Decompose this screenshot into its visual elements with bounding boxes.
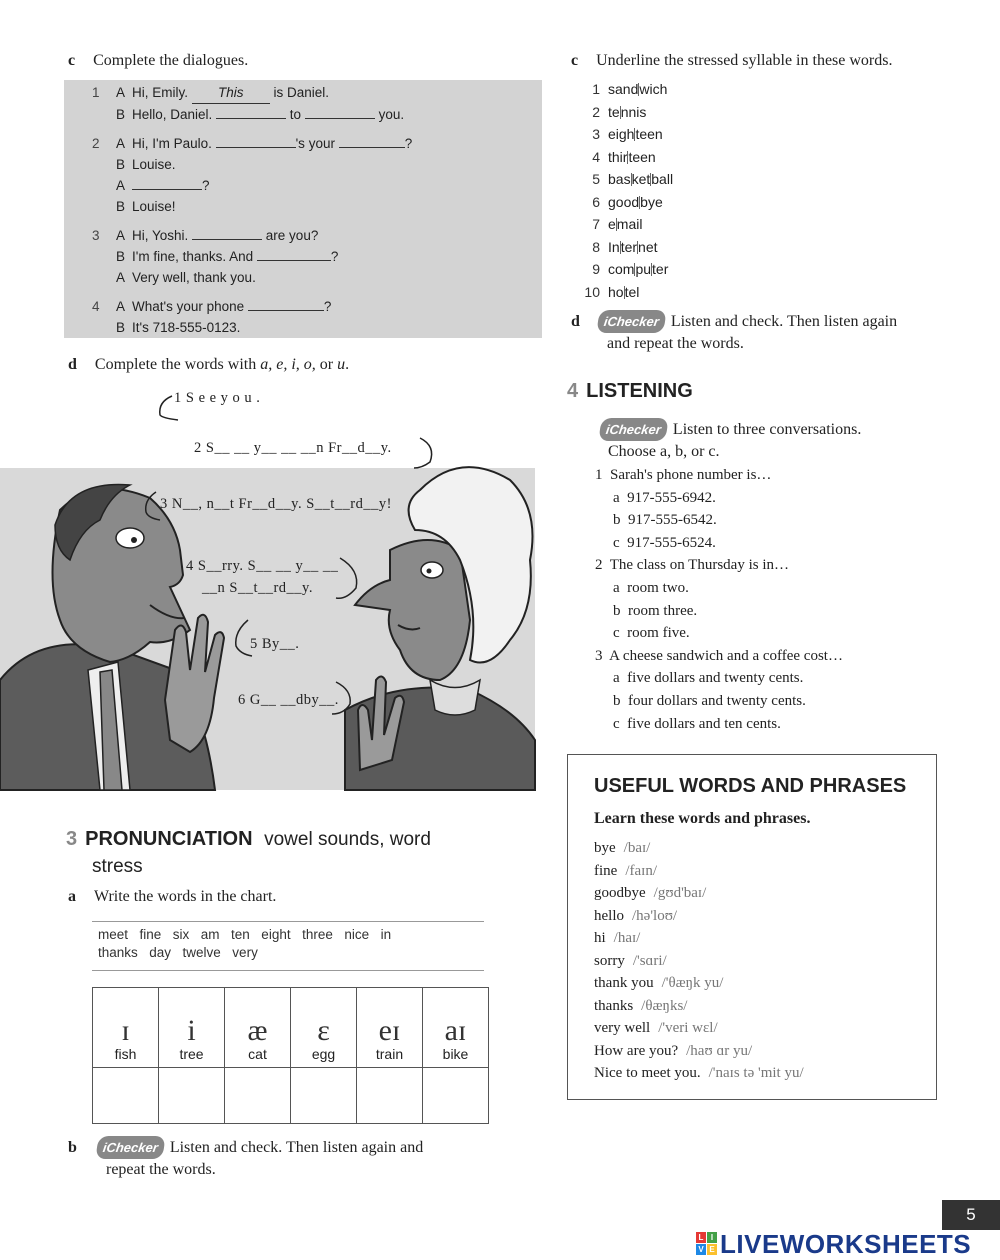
useful-item — [594, 950, 804, 973]
speaker-label: B — [116, 249, 126, 264]
chart-label: tree — [179, 1046, 204, 1062]
dialogue-block — [92, 225, 532, 288]
syllable[interactable]: ho — [608, 283, 624, 300]
syllable[interactable]: net — [638, 238, 658, 255]
stress-word — [580, 146, 780, 169]
useful-word: Nice to meet you. — [594, 1065, 701, 1081]
stress-word — [580, 168, 780, 191]
useful-word: How are you? — [594, 1042, 679, 1059]
useful-word: sorry — [594, 952, 625, 969]
syllable[interactable]: thir — [608, 148, 628, 165]
logo-letter: I — [707, 1232, 717, 1243]
dialogue-text: you. — [374, 107, 405, 122]
listening-text-2: Choose a, b, or c. — [608, 443, 720, 460]
instr-letters: a, e, i, o, — [260, 356, 316, 373]
word-number: 9 — [592, 261, 600, 277]
question-option[interactable]: c 917-555-6524. — [613, 534, 716, 551]
dialogue-text: Louise. — [132, 157, 176, 172]
listening-questions — [595, 464, 985, 735]
dialogue-line — [92, 296, 532, 317]
dialogue-block — [92, 82, 532, 125]
syllable[interactable]: mail — [616, 216, 643, 232]
dialogue-block — [92, 296, 532, 338]
bubble-4: 4 S__rry. S__ __ y__ __ — [186, 558, 339, 574]
chart-header-cat — [225, 988, 291, 1068]
question-option[interactable]: a room two. — [613, 579, 689, 596]
question-stem: 1 Sarah's phone number is… — [595, 467, 772, 483]
stress-word — [580, 123, 780, 146]
word-number: 4 — [592, 148, 600, 165]
useful-word: very well — [594, 1020, 651, 1036]
d-text-1: Listen and check. Then listen again — [670, 313, 898, 330]
dialogue-text: ? — [202, 178, 210, 193]
section-letter: b — [68, 1139, 77, 1156]
dialogue-line — [92, 246, 532, 267]
phoneme-symbol: i — [187, 1014, 196, 1047]
woman-eye — [421, 562, 443, 578]
dialogue-line — [92, 154, 532, 175]
question-option[interactable]: b 917-555-6542. — [613, 512, 717, 529]
chart-answer-row — [93, 1068, 489, 1124]
stress-word — [580, 101, 780, 124]
dialogue-line — [92, 196, 532, 217]
syllable[interactable]: tel — [624, 283, 640, 300]
stress-word-list — [580, 78, 780, 303]
useful-item — [594, 1017, 804, 1040]
section-letter: a — [68, 888, 76, 905]
answer-blank[interactable] — [216, 118, 286, 119]
useful-item — [594, 860, 804, 883]
speaker-label: A — [116, 136, 126, 151]
useful-phonetic: /'θæŋk yu/ — [661, 975, 724, 991]
syllable[interactable]: teen — [628, 148, 656, 165]
answer-blank[interactable]: This — [192, 82, 270, 104]
bubble-5: 5 By__. — [250, 636, 300, 652]
syllable[interactable]: ter — [620, 238, 638, 255]
heading-subtitle: vowel sounds, word — [264, 829, 431, 850]
chart-cell-egg[interactable] — [291, 1068, 357, 1124]
word-number: 5 — [592, 171, 600, 187]
dialogue-text: What's your phone — [132, 299, 248, 314]
woman-pupil — [427, 569, 432, 574]
question-option[interactable]: c room five. — [613, 625, 690, 642]
dialogue-text: Hello, Daniel. — [132, 107, 217, 122]
vowel-chart — [92, 987, 489, 1124]
phoneme-symbol: aɪ — [444, 1014, 467, 1047]
liveworksheets-logo — [696, 1230, 996, 1258]
right-d-section — [571, 310, 991, 354]
syllable[interactable]: pu — [635, 261, 652, 277]
question-option[interactable]: c five dollars and ten cents. — [613, 715, 781, 732]
dialogue-text: Louise! — [132, 199, 176, 214]
syllable[interactable]: teen — [635, 126, 663, 142]
ichecker-badge[interactable]: iChecker — [95, 1136, 165, 1159]
ichecker-badge[interactable]: iChecker — [598, 418, 668, 441]
dialogue-text: ? — [323, 299, 332, 314]
section-instruction: Write the words in the chart. — [94, 888, 277, 905]
instr-or: or — [315, 356, 338, 373]
syllable[interactable]: ket — [631, 171, 651, 187]
bubble-6: 6 G__ __dby__. — [238, 692, 339, 708]
question-option[interactable]: a 917-555-6942. — [613, 489, 716, 506]
ichecker-badge[interactable]: iChecker — [596, 310, 666, 333]
useful-item — [594, 882, 804, 905]
pronunciation-heading — [66, 826, 506, 880]
stress-word — [580, 191, 780, 214]
useful-item — [594, 837, 804, 860]
useful-word: goodbye — [594, 885, 646, 901]
dialogue-text: Hi, Emily. — [132, 85, 192, 100]
speaker-label: B — [116, 199, 126, 214]
dialogue-line — [92, 225, 532, 246]
phoneme-symbol: æ — [247, 1014, 268, 1047]
dialogue-text: Very well, thank you. — [132, 270, 256, 285]
question-stem: 3 A cheese sandwich and a coffee cost… — [595, 647, 843, 664]
listening-text-1: Listen to three conversations. — [672, 421, 862, 438]
pron-b-section — [68, 1136, 508, 1180]
dialogue-line — [92, 133, 532, 154]
word-number: 8 — [592, 238, 600, 255]
dialogue-number: 1 — [92, 85, 100, 100]
useful-phonetic: /faɪn/ — [625, 862, 657, 879]
syllable[interactable]: sand — [608, 81, 639, 97]
speaker-label: B — [116, 107, 126, 122]
useful-list — [594, 837, 804, 1085]
dialogue-number: 4 — [92, 299, 100, 314]
heading-title: PRONUNCIATION — [85, 828, 253, 850]
answer-blank[interactable] — [257, 260, 331, 261]
speaker-label: A — [116, 178, 126, 193]
syllable[interactable]: bas — [608, 171, 631, 187]
chart-label: train — [375, 1046, 404, 1062]
useful-phonetic: /'sɑri/ — [632, 952, 667, 969]
syllable[interactable]: eigh — [608, 126, 635, 142]
answer-blank[interactable] — [339, 147, 405, 148]
dialogue-text: ? — [330, 249, 339, 264]
stress-word — [580, 213, 780, 236]
word-box — [92, 921, 484, 971]
heading-subtitle-2: stress — [92, 856, 143, 877]
dialogue-text: are you? — [262, 228, 319, 243]
syllable[interactable]: ball — [651, 171, 674, 187]
word-box-line-1: meet fine six am ten eight three nice in — [98, 927, 392, 942]
chart-header-row — [93, 988, 489, 1068]
phoneme-symbol: eɪ — [378, 1014, 401, 1047]
dialogues-list — [92, 82, 532, 338]
chart-header-tree — [159, 988, 225, 1068]
useful-word: fine — [594, 862, 618, 879]
answer-blank[interactable] — [132, 189, 202, 190]
bubble-2: 2 S__ __ y__ __ __n Fr__d__y. — [194, 440, 392, 456]
word-number: 3 — [592, 126, 600, 142]
phoneme-symbol: ɛ — [317, 1014, 330, 1047]
useful-phonetic: /baɪ/ — [623, 840, 651, 856]
b-text-1: Listen and check. Then listen again and — [169, 1139, 424, 1156]
heading-number: 4 — [567, 380, 579, 402]
useful-phonetic: /θæŋks/ — [641, 997, 688, 1014]
speaker-label: A — [116, 85, 126, 100]
useful-item — [594, 1040, 804, 1063]
useful-item — [594, 1062, 804, 1085]
dialogue-line — [92, 82, 532, 104]
logo-letter: L — [696, 1232, 706, 1243]
useful-phonetic: /haʊ ɑr yu/ — [686, 1042, 753, 1059]
bubble-tail-2 — [414, 438, 432, 468]
section-letter: c — [571, 52, 579, 69]
syllable[interactable]: e — [608, 216, 616, 232]
phoneme-symbol: ɪ — [121, 1014, 130, 1047]
question-stem: 2 The class on Thursday is in… — [595, 557, 790, 574]
chart-cell-bike[interactable] — [423, 1068, 489, 1124]
dialogue-text: Hi, I'm Paulo. — [132, 136, 216, 151]
useful-phonetic: /'veri wɛl/ — [658, 1020, 718, 1036]
section-letter: c — [68, 52, 76, 69]
listening-instructions — [600, 418, 990, 462]
useful-word: bye — [594, 840, 616, 856]
useful-item — [594, 995, 804, 1018]
syllable[interactable]: nnis — [620, 103, 647, 120]
section-instruction — [95, 356, 349, 373]
useful-item — [594, 927, 804, 950]
listening-heading — [567, 380, 693, 403]
useful-item — [594, 905, 804, 928]
dialogue-number: 3 — [92, 228, 100, 243]
useful-words-box — [567, 754, 937, 1100]
dialogue-line — [92, 267, 532, 288]
chart-cell-fish[interactable] — [93, 1068, 159, 1124]
useful-item — [594, 972, 804, 995]
syllable[interactable]: good — [608, 193, 640, 210]
chart-header-bike — [423, 988, 489, 1068]
man-eye — [116, 528, 144, 548]
word-number: 6 — [592, 193, 600, 210]
instr-text: Complete the words with — [94, 356, 261, 373]
man-pupil — [131, 537, 137, 543]
chart-header-egg — [291, 988, 357, 1068]
d-text-2: and repeat the words. — [607, 335, 744, 352]
brand-name: LIVEWORKSHEETS — [720, 1229, 972, 1259]
logo-letter: E — [707, 1244, 717, 1255]
speaker-label: B — [116, 320, 126, 335]
chart-header-fish — [93, 988, 159, 1068]
chart-label: bike — [442, 1046, 469, 1062]
useful-subtitle: Learn these words and phrases. — [594, 810, 811, 827]
section-letter: d — [571, 313, 580, 330]
answer-blank[interactable] — [248, 310, 324, 311]
pron-a-section — [68, 888, 276, 906]
dialogue-text: 's your — [295, 136, 339, 151]
question-option[interactable]: b four dollars and twenty cents. — [613, 692, 806, 709]
speaker-label: A — [116, 299, 126, 314]
useful-word: hi — [594, 930, 606, 946]
dialogue-text: ? — [404, 136, 413, 151]
page-number: 5 — [942, 1200, 1000, 1230]
answer-blank[interactable] — [305, 118, 375, 119]
useful-title: USEFUL WORDS AND PHRASES — [594, 775, 907, 797]
dialogue-text: is Daniel. — [269, 85, 330, 100]
question-option[interactable]: a five dollars and twenty cents. — [613, 670, 804, 687]
useful-word: thank you — [594, 975, 654, 991]
dialogue-line — [92, 104, 532, 125]
stress-word — [580, 281, 780, 304]
syllable[interactable]: ter — [652, 261, 669, 277]
left-c-section — [68, 52, 548, 70]
syllable[interactable]: com — [608, 261, 635, 277]
word-number: 7 — [592, 216, 600, 232]
dialogue-text: Hi, Yoshi. — [132, 228, 193, 243]
syllable[interactable]: wich — [639, 81, 668, 97]
useful-phonetic: /gʊd'baɪ/ — [653, 885, 707, 901]
section-instruction: Complete the dialogues. — [93, 52, 249, 69]
right-c-section — [571, 52, 991, 70]
left-d-section — [68, 356, 548, 374]
bubble-1: 1 S e e y o u . — [174, 390, 261, 406]
chart-label: egg — [311, 1046, 336, 1062]
word-number: 1 — [592, 81, 600, 97]
dialogue-text: to — [286, 107, 305, 122]
word-number: 2 — [592, 103, 600, 120]
logo-letter: V — [696, 1244, 706, 1255]
instr-end: . — [345, 356, 350, 373]
useful-phonetic: /'naɪs tə 'mit yu/ — [708, 1065, 804, 1081]
syllable[interactable]: te — [608, 103, 620, 120]
instr-last: u — [337, 356, 346, 373]
stress-word — [580, 236, 780, 259]
useful-phonetic: /hə'loʊ/ — [632, 907, 678, 924]
word-box-line-2: thanks day twelve very — [98, 945, 258, 960]
dialogue-text: It's 718-555-0123. — [132, 320, 241, 335]
chart-label: cat — [248, 1046, 267, 1062]
heading-title: LISTENING — [586, 380, 693, 402]
dialogue-text: I'm fine, thanks. And — [132, 249, 257, 264]
dialogue-line — [92, 175, 532, 196]
speaker-label: A — [116, 270, 126, 285]
question-option[interactable]: b room three. — [613, 602, 698, 619]
useful-word: thanks — [594, 997, 634, 1014]
chart-cell-train[interactable] — [357, 1068, 423, 1124]
chart-cell-cat[interactable] — [225, 1068, 291, 1124]
bubble-3: 3 N__, n__t Fr__d__y. S__t__rd__y! — [160, 496, 392, 512]
logo-grid-icon — [696, 1232, 716, 1254]
useful-word: hello — [594, 907, 624, 924]
chart-cell-tree[interactable] — [159, 1068, 225, 1124]
speaker-label: B — [116, 157, 126, 172]
stress-word — [580, 78, 780, 101]
word-number: 10 — [584, 283, 600, 300]
speaker-label: A — [116, 228, 126, 243]
dialogue-block — [92, 133, 532, 217]
section-instruction: Underline the stressed syllable in these words. — [596, 52, 893, 69]
dialogue-line — [92, 317, 532, 338]
heading-number: 3 — [66, 828, 78, 850]
dialogue-number: 2 — [92, 136, 100, 151]
b-text-2: repeat the words. — [106, 1161, 216, 1178]
chart-label: fish — [114, 1046, 137, 1062]
syllable[interactable]: bye — [640, 193, 663, 210]
stress-word — [580, 258, 780, 281]
answer-blank[interactable] — [192, 239, 262, 240]
useful-phonetic: /haɪ/ — [613, 930, 641, 946]
syllable[interactable]: In — [608, 238, 620, 255]
bubble-4b: __n S__t__rd__y. — [202, 580, 313, 596]
section-letter: d — [68, 356, 77, 373]
chart-header-train — [357, 988, 423, 1068]
answer-blank[interactable] — [216, 147, 296, 148]
